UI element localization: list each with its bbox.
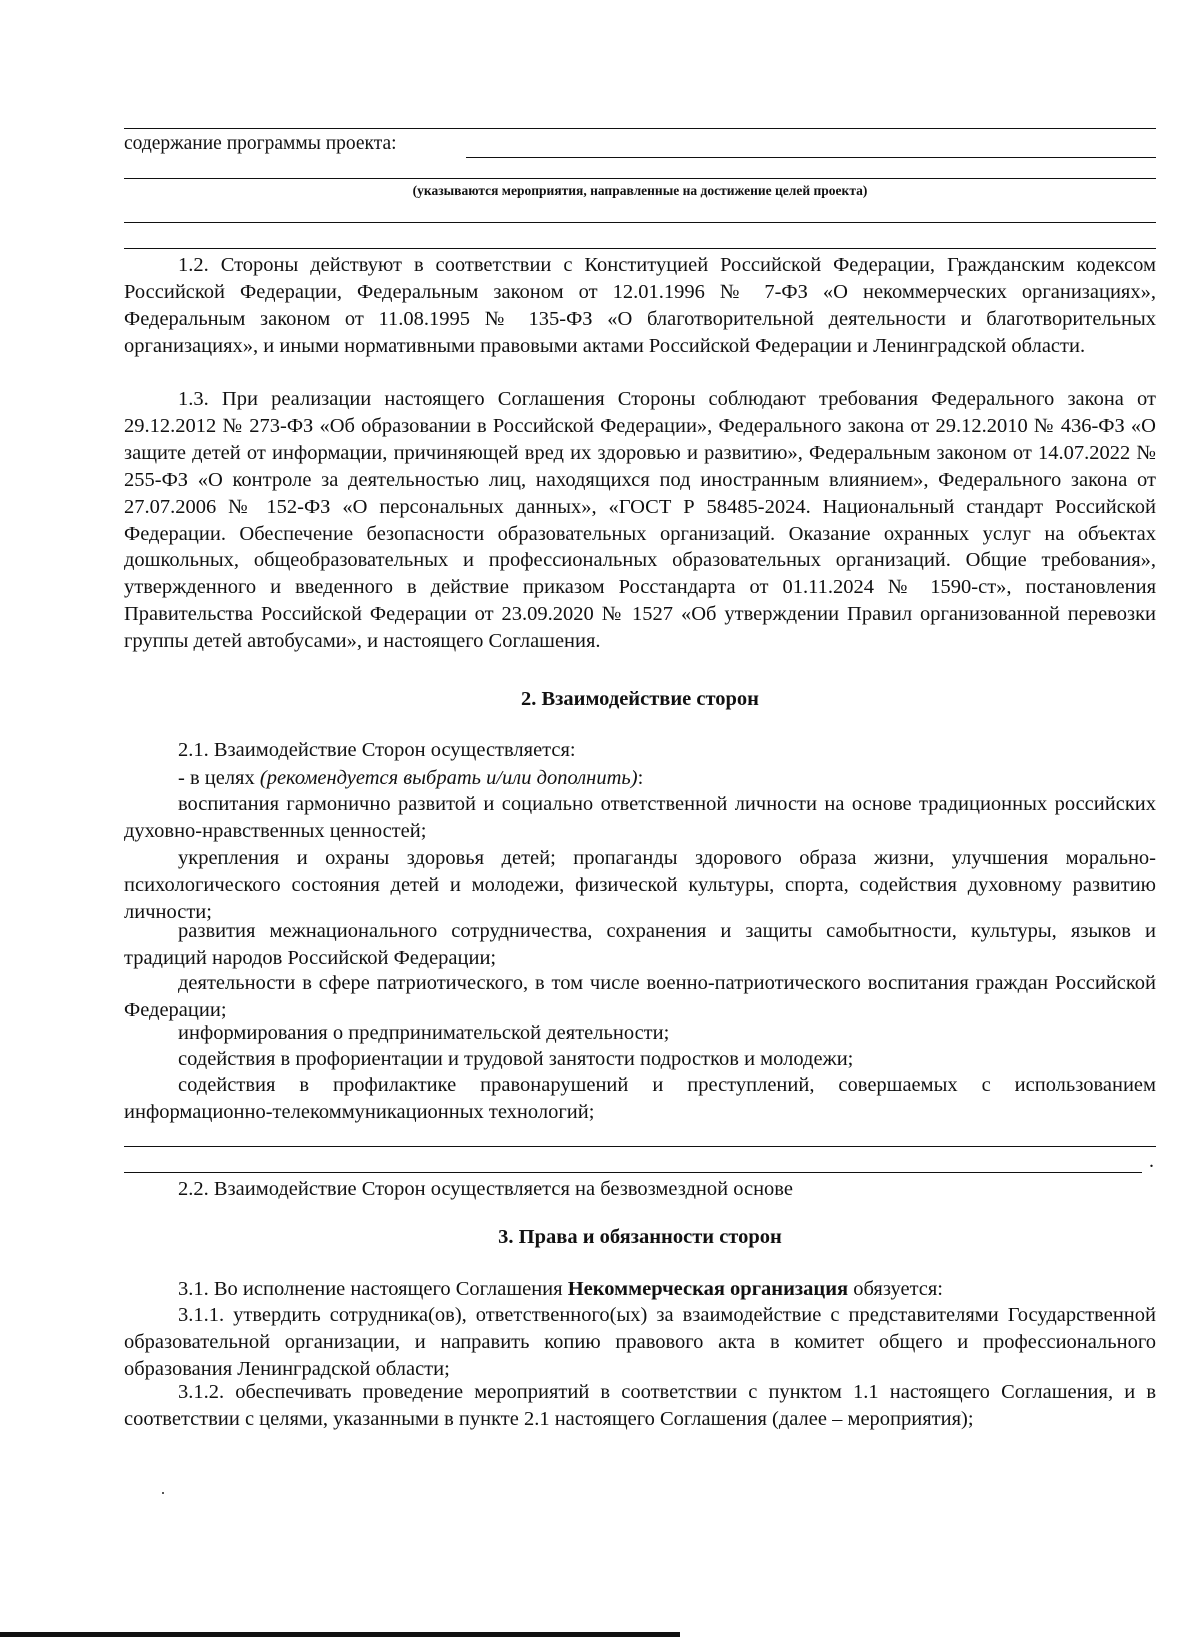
section-3-heading: 3. Права и обязанности сторон xyxy=(498,1226,782,1248)
clause-1-2: 1.2. Стороны действуют в соответствии с Конституцией Российской Федерации, Гражданским кодексом Российской Федерации, Федеральным законом от 12.01.1996 № 7-ФЗ «О некоммерческих организациях», Федеральным законом от 11.08.1995 № 135-ФЗ «О благотворительной деятельности и благотворительных организациях», и иными нормативными правовыми актами Российской Федерации и Ленинградской области. xyxy=(124,254,1156,357)
blank-line xyxy=(124,1146,1156,1147)
blank-line xyxy=(124,128,1156,129)
goal-item: развития межнационального сотрудничества, сохранения и защиты самобытности, культуры, языков и традиций народов Российской Федерации; xyxy=(124,920,1156,969)
program-content-line xyxy=(124,133,1156,159)
end-mark: . xyxy=(1149,1150,1154,1172)
scan-edge xyxy=(0,1632,680,1637)
program-content-blank xyxy=(466,157,1156,158)
goals-suffix: : xyxy=(637,767,644,789)
goal-item: укрепления и охраны здоровья детей; пропаганды здорового образа жизни, улучшения морально-психологического состояния детей и молодежи, физической культуры, спорта, содействия духовному развитию личности; xyxy=(124,847,1156,923)
program-caption: (указываются мероприятия, направленные на достижение целей проекта) xyxy=(412,183,868,198)
clause-1-3: 1.3. При реализации настоящего Соглашения Стороны соблюдают требования Федерального закона от 29.12.2012 № 273-ФЗ «Об образовании в Российской Федерации», Федерального закона от 29.12.2010 № 436-ФЗ «О защите детей от информации, причиняющей вред их здоровью и развитию», Федеральным законом от 14.07.2022 № 255-ФЗ «О контроле за деятельностью лиц, находящихся под иностранным влиянием», Федерального закона от 27.07.2006 № 152-ФЗ «О персональных данных», «ГОСТ Р 58485-2024. Национальный стандарт Российской Федерации. Обеспечение безопасности образовательных организаций. Оказание охранных услуг на объектах дошкольных, общеобразовательных и профессиональных образовательных организаций. Общие требования», утвержденного и введенного в действие приказом Росстандарта от 01.11.2024 № 1590-ст», постановления Правительства Российской Федерации от 23.09.2020 № 1527 «Об утверждении Правил организованной перевозки группы детей автобусами», и настоящего Соглашения. xyxy=(124,388,1156,653)
goal-item: воспитания гармонично развитой и социально ответственной личности на основе традиционных российских духовно-нравственных ценностей; xyxy=(124,793,1156,842)
goals-prefix: - в целях xyxy=(178,767,260,789)
blank-line xyxy=(124,178,1156,179)
program-content-label: содержание программы проекта: xyxy=(124,133,397,154)
clause-2-1: 2.1. Взаимодействие Сторон осуществляется: xyxy=(178,739,576,761)
clause-3-1 xyxy=(178,1276,943,1303)
section-2-heading: 2. Взаимодействие сторон xyxy=(521,688,759,710)
goals-note: (рекомендуется выбрать и/или дополнить) xyxy=(259,767,638,789)
blank-line xyxy=(124,248,1156,249)
blank-line xyxy=(124,1172,1142,1173)
goal-item: деятельности в сфере патриотического, в том числе военно-патриотического воспитания граждан Российской Федерации; xyxy=(124,972,1156,1021)
clause-3-1-party: Некоммерческая организация xyxy=(567,1278,849,1300)
clause-2-2: 2.2. Взаимодействие Сторон осуществляется на безвозмездной основе xyxy=(178,1178,793,1200)
goal-item: содействия в профориентации и трудовой занятости подростков и молодежи; xyxy=(178,1048,854,1070)
clause-3-1-text: 3.1. Во исполнение настоящего Соглашения xyxy=(178,1278,568,1300)
clause-3-1-2: 3.1.2. обеспечивать проведение мероприятий в соответствии с пунктом 1.1 настоящего Соглашения, и в соответствии с целями, указанными в пункте 2.1 настоящего Соглашения (далее – мероприятия); xyxy=(124,1381,1156,1430)
clause-3-1-1: 3.1.1. утвердить сотрудника(ов), ответственного(ых) за взаимодействие с представителями Государственной образовательной организации, и направить копию правового акта в комитет общего и профессионального образования Ленинградской области; xyxy=(124,1304,1156,1380)
scan-artifact xyxy=(162,1492,164,1494)
clause-3-1-tail: обязуется: xyxy=(848,1278,943,1300)
goal-item: информирования о предпринимательской деятельности; xyxy=(178,1022,670,1044)
goals-intro xyxy=(178,765,643,792)
blank-line xyxy=(124,222,1156,223)
goal-item: содействия в профилактике правонарушений и преступлений, совершаемых с использованием информационно-телекоммуникационных технологий; xyxy=(124,1074,1156,1123)
